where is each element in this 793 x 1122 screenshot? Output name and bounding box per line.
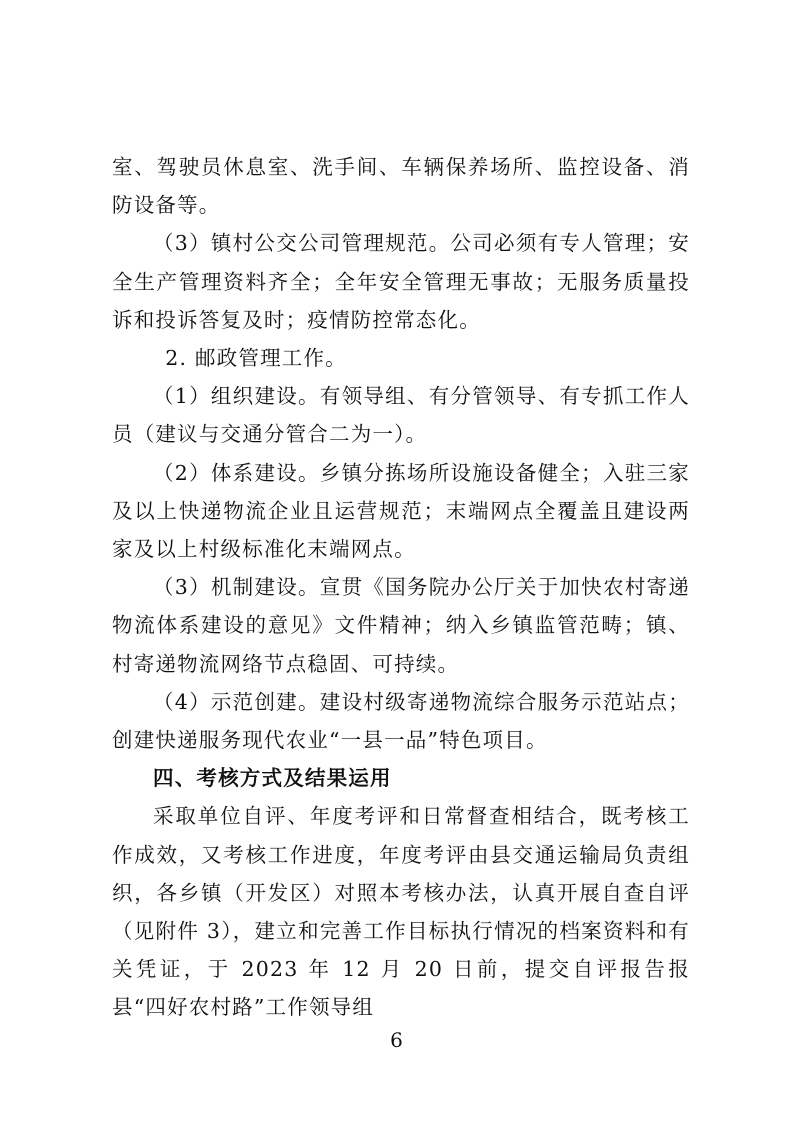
document-body	[112, 148, 690, 1027]
paragraph-mechanism-building: （3）机制建设。宣贯《国务院办公厅关于加快农村寄递物流体系建设的意见》文件精神；纳入乡镇监管范畴；镇、村寄递物流网络节点稳固、可持续。	[112, 575, 690, 676]
page-number: 6	[390, 1028, 403, 1052]
section-heading-assessment: 四、考核方式及结果运用	[153, 766, 392, 791]
paragraph-bus-company-management: （3）镇村公交公司管理规范。公司必须有专人管理；安全生产管理资料齐全；全年安全管理无事故；无服务质量投诉和投诉答复及时；疫情防控常态化。	[112, 231, 690, 332]
subheading-postal-management: 2. 邮政管理工作。	[165, 346, 347, 371]
paragraph-facilities: 室、驾驶员休息室、洗手间、车辆保养场所、监控设备、消防设备等。	[112, 155, 690, 218]
paragraph-system-building: （2）体系建设。乡镇分拣场所设施设备健全；入驻三家及以上快递物流企业且运营规范；末端网点全覆盖且建设两家及以上村级标准化末端网点。	[112, 460, 690, 562]
paragraph-demonstration-creation: （4）示范创建。建设村级寄递物流综合服务示范站点；创建快递服务现代农业“一县一品”特色项目。	[112, 689, 690, 753]
paragraph-organization-building: （1）组织建设。有领导组、有分管领导、有专抓工作人员（建议与交通分管合二为一）。	[112, 384, 690, 447]
paragraph-assessment-method: 采取单位自评、年度考评和日常督查相结合，既考核工作成效，又考核工作进度，年度考评由县交通运输局负责组织，各乡镇（开发区）对照本考核办法，认真开展自查自评（见附件 3），建立和完善工作目标执行情况的档案资料和有关凭证，于 2023 年 12 月 20 日前，提交自评报告报县“四好农村路”工作领导组	[112, 804, 690, 1020]
